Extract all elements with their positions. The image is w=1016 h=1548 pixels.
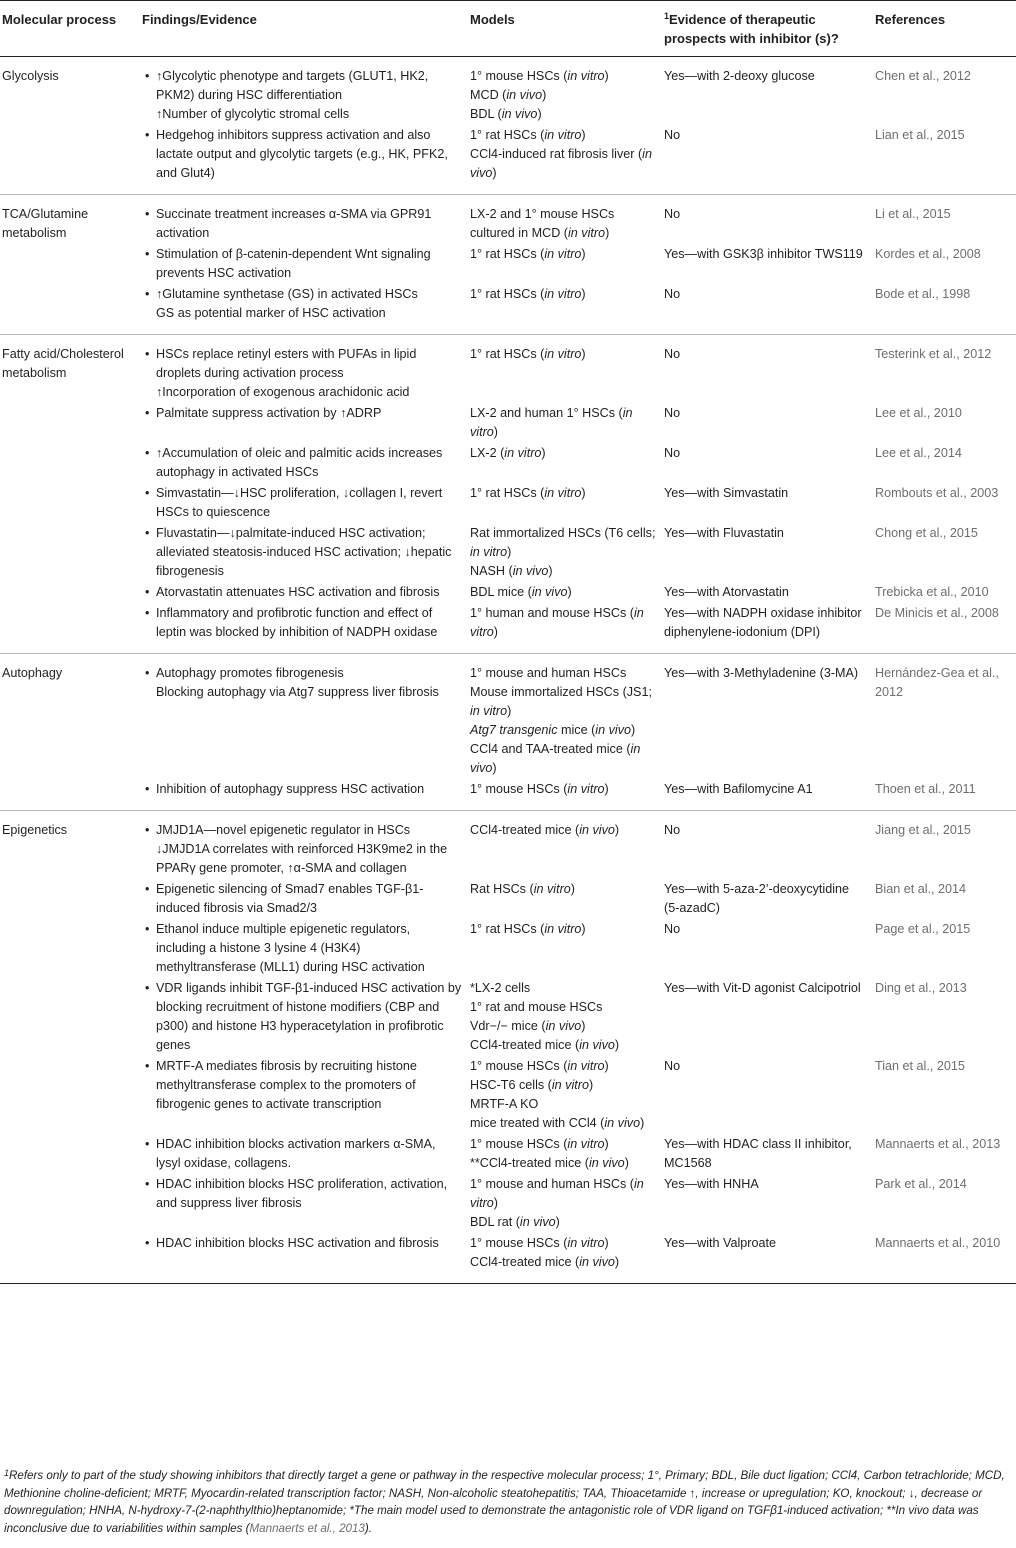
model-line: CCl4-treated mice (in vivo) (470, 1255, 620, 1269)
finding-continuation: ↑Incorporation of exogenous arachidonic acid (156, 385, 410, 399)
cell-molecular-process: Autophagy (2, 666, 63, 680)
model-line: MRTF-A KO (470, 1097, 539, 1111)
header-row (0, 1, 1016, 57)
cell-findings (138, 57, 466, 125)
header-molecular-process: Molecular process (0, 1, 138, 57)
cell-molecular-process (0, 1173, 138, 1232)
cell-findings (138, 878, 466, 918)
table-row (0, 124, 1016, 195)
model-line: Vdr−/− mice (in vivo) (470, 1019, 586, 1033)
finding-item: • MRTF-A mediates fibrosis by recruiting histone methyltransferase complex to the promoters of fibrogenic genes to activate transcription (142, 1057, 462, 1114)
model-line: 1° mouse HSCs (in vitro) (470, 1059, 609, 1073)
model-line: 1° rat HSCs (in vitro) (470, 287, 586, 301)
cell-evidence: No (660, 283, 871, 335)
cell-evidence: No (664, 207, 681, 221)
finding-item: • Stimulation of β-catenin-dependent Wnt signaling prevents HSC activation (142, 245, 462, 283)
cell-molecular-process (0, 522, 138, 581)
cell-evidence: No (664, 347, 681, 361)
cell-models (466, 57, 660, 125)
cell-molecular-process (0, 977, 138, 1055)
cell-reference: Jiang et al., 2015 (875, 823, 971, 837)
cell-evidence: Yes—with 2-deoxy glucose (664, 69, 815, 83)
finding-continuation: ↓JMJD1A correlates with reinforced H3K9me2 in the PPARγ gene promoter, ↑α-SMA and collagen (156, 842, 448, 875)
finding-item: • JMJD1A—novel epigenetic regulator in HSCs (142, 821, 462, 840)
cell-evidence: No (664, 446, 681, 460)
cell-reference: Chen et al., 2012 (875, 69, 971, 83)
table-row (0, 442, 1016, 482)
cell-models (466, 522, 660, 581)
cell-models (466, 977, 660, 1055)
table-footnote (4, 1467, 1010, 1537)
model-line: Atg7 transgenic mice (in vivo) (470, 723, 636, 737)
model-line: CCl4 and TAA-treated mice (in vivo) (470, 742, 641, 775)
finding-item: • HDAC inhibition blocks HSC activation and fibrosis (142, 1234, 462, 1253)
cell-evidence: Yes—with Valproate (660, 1232, 871, 1284)
cell-findings (138, 778, 466, 811)
header-findings: Findings/Evidence (138, 1, 466, 57)
model-line: 1° mouse HSCs (in vitro) (470, 69, 609, 83)
cell-evidence: No (664, 406, 681, 420)
cell-models (466, 243, 660, 283)
table-row (0, 654, 1016, 779)
cell-models (466, 195, 660, 244)
cell-evidence: Yes—with Simvastatin (664, 486, 789, 500)
cell-findings (138, 581, 466, 602)
model-line: NASH (in vivo) (470, 564, 553, 578)
cell-evidence: No (664, 1059, 681, 1073)
cell-models (466, 654, 660, 779)
model-line: LX-2 and human 1° HSCs (in vitro) (470, 406, 633, 439)
cell-models (466, 811, 660, 879)
cell-reference: Tian et al., 2015 (875, 1059, 965, 1073)
model-line: Mouse immortalized HSCs (JS1; in vitro) (470, 685, 652, 718)
cell-reference: Mannaerts et al., 2010 (871, 1232, 1016, 1284)
finding-continuation: GS as potential marker of HSC activation (156, 306, 386, 320)
model-line: *LX-2 cells (470, 981, 531, 995)
cell-models (466, 1232, 660, 1284)
cell-molecular-process (0, 918, 138, 977)
cell-findings (138, 402, 466, 442)
cell-findings (138, 811, 466, 879)
cell-molecular-process (0, 878, 138, 918)
finding-item: • Succinate treatment increases α-SMA via GPR91 activation (142, 205, 462, 243)
model-line: 1° mouse and human HSCs (470, 666, 627, 680)
cell-reference: Chong et al., 2015 (875, 526, 978, 540)
cell-findings (138, 1133, 466, 1173)
table-row (0, 522, 1016, 581)
cell-models (466, 482, 660, 522)
header-evidence-label: Evidence of therapeutic prospects with inhibitor (s)? (664, 12, 839, 46)
cell-reference: Kordes et al., 2008 (875, 247, 981, 261)
finding-item: • ↑Accumulation of oleic and palmitic acids increases autophagy in activated HSCs (142, 444, 462, 482)
cell-findings (138, 195, 466, 244)
finding-item: • Autophagy promotes fibrogenesis (142, 664, 462, 683)
model-line: BDL rat (in vivo) (470, 1215, 560, 1229)
table-row (0, 581, 1016, 602)
table-row (0, 1232, 1016, 1284)
cell-findings (138, 918, 466, 977)
footnote-tail: ). (364, 1521, 372, 1535)
cell-findings (138, 1055, 466, 1133)
cell-reference: De Minicis et al., 2008 (871, 602, 1016, 654)
model-line: 1° human and mouse HSCs (in vitro) (470, 606, 644, 639)
cell-findings (138, 602, 466, 654)
model-line: 1° rat HSCs (in vitro) (470, 247, 586, 261)
model-line: mice treated with CCl4 (in vivo) (470, 1116, 645, 1130)
model-line: Rat HSCs (in vitro) (470, 882, 575, 896)
cell-reference: Lee et al., 2010 (875, 406, 962, 420)
footnote-mark: 1 (4, 1468, 10, 1478)
footnote-citation: Mannaerts et al., 2013 (249, 1521, 365, 1535)
cell-models (466, 402, 660, 442)
table-row (0, 602, 1016, 654)
finding-item: • Atorvastatin attenuates HSC activation and fibrosis (142, 583, 462, 602)
finding-item: • Epigenetic silencing of Smad7 enables TGF-β1-induced fibrosis via Smad2/3 (142, 880, 462, 918)
cell-findings (138, 482, 466, 522)
finding-item: • VDR ligands inhibit TGF-β1-induced HSC activation by blocking recruitment of histone modifiers (CBP and p300) and histone H3 hyperacetylation in profibrotic genes (142, 979, 462, 1055)
cell-models (466, 1133, 660, 1173)
finding-item: • Ethanol induce multiple epigenetic regulators, including a histone 3 lysine 4 (H3K4) methyltransferase (MLL1) during HSC activation (142, 920, 462, 977)
header-models: Models (466, 1, 660, 57)
header-references: References (871, 1, 1016, 57)
cell-molecular-process (0, 1055, 138, 1133)
cell-molecular-process (0, 1232, 138, 1284)
model-line: Rat immortalized HSCs (T6 cells; in vitro) (470, 526, 656, 559)
finding-item: • HDAC inhibition blocks HSC proliferation, activation, and suppress liver fibrosis (142, 1175, 462, 1213)
cell-reference: Li et al., 2015 (875, 207, 951, 221)
cell-findings (138, 522, 466, 581)
cell-findings (138, 1173, 466, 1232)
cell-evidence: Yes—with Bafilomycine A1 (660, 778, 871, 811)
cell-evidence: Yes—with GSK3β inhibitor TWS119 (664, 247, 863, 261)
model-line: CCl4-induced rat fibrosis liver (in vivo) (470, 147, 652, 180)
finding-item: • Fluvastatin—↓palmitate-induced HSC activation; alleviated steatosis-induced HSC activation; ↓hepatic fibrogenesis (142, 524, 462, 581)
cell-models (466, 1055, 660, 1133)
cell-models (466, 442, 660, 482)
model-line: 1° mouse HSCs (in vitro) (470, 1137, 609, 1151)
cell-models (466, 602, 660, 654)
cell-models (466, 283, 660, 335)
cell-findings (138, 243, 466, 283)
finding-item: • HDAC inhibition blocks activation markers α-SMA, lysyl oxidase, collagens. (142, 1135, 462, 1173)
cell-reference: Lee et al., 2014 (875, 446, 962, 460)
cell-models (466, 778, 660, 811)
cell-reference: Lian et al., 2015 (871, 124, 1016, 195)
finding-item: • Hedgehog inhibitors suppress activation and also lactate output and glycolytic targets (e.g., HK, PFK2, and Glut4) (142, 126, 462, 183)
cell-evidence: Yes—with 3-Methyladenine (3-MA) (664, 666, 859, 680)
cell-evidence: No (664, 922, 681, 936)
cell-findings (138, 283, 466, 335)
cell-reference: Thoen et al., 2011 (871, 778, 1016, 811)
cell-findings (138, 1232, 466, 1284)
cell-reference: Rombouts et al., 2003 (875, 486, 999, 500)
finding-item: • Inhibition of autophagy suppress HSC activation (142, 780, 462, 799)
table-row (0, 57, 1016, 125)
table-row (0, 1055, 1016, 1133)
table-row (0, 1133, 1016, 1173)
table-row (0, 195, 1016, 244)
table-row (0, 918, 1016, 977)
model-line: LX-2 (in vitro) (470, 446, 546, 460)
cell-reference: Page et al., 2015 (875, 922, 971, 936)
model-line: LX-2 and 1° mouse HSCs cultured in MCD (in vitro) (470, 207, 615, 240)
model-line: 1° rat HSCs (in vitro) (470, 486, 586, 500)
model-line: CCl4-treated mice (in vivo) (470, 823, 620, 837)
table-row (0, 878, 1016, 918)
cell-molecular-process: TCA/Glutamine metabolism (2, 207, 89, 240)
table-row (0, 243, 1016, 283)
table-row (0, 778, 1016, 811)
cell-evidence: Yes—with Fluvastatin (664, 526, 784, 540)
cell-reference: Ding et al., 2013 (875, 981, 967, 995)
finding-item: • HSCs replace retinyl esters with PUFAs in lipid droplets during activation process (142, 345, 462, 383)
cell-reference: Park et al., 2014 (875, 1177, 967, 1191)
cell-reference: Mannaerts et al., 2013 (875, 1137, 1001, 1151)
model-line: BDL (in vivo) (470, 107, 542, 121)
footnote-text: Refers only to part of the study showing inhibitors that directly target a gene or pathway in the respective molecular process; 1°, Primary; BDL, Bile duct ligation; CCl4, Carbon tetrachloride; MCD, Methionine choline-deficient; MRTF, Myocardin-related transcription factor; NASH, Non-alcoholic steatohepatitis; TAA, Thioacetamide ↑, increase or upregulation; KO, knockout; ↓, decrease or downregulation; HNHA, N-hydroxy-7-(2-naphthylthio)heptanomide; *The main model used to demonstrate the antagonistic role of VDR ligand on TGFβ1-induced activation; **In vivo data was inconclusive due to variabilities within samples ( (4, 1469, 1005, 1535)
header-evidence-footnote-mark: 1 (664, 11, 670, 21)
cell-molecular-process (0, 124, 138, 195)
finding-item: • ↑Glutamine synthetase (GS) in activated HSCs (142, 285, 462, 304)
model-line: 1° rat HSCs (in vitro) (470, 128, 586, 142)
cell-molecular-process (0, 1133, 138, 1173)
header-evidence (660, 1, 871, 57)
cell-molecular-process (0, 482, 138, 522)
model-line: CCl4-treated mice (in vivo) (470, 1038, 620, 1052)
cell-findings (138, 654, 466, 779)
model-line: 1° rat and mouse HSCs (470, 1000, 603, 1014)
model-line: 1° rat HSCs (in vitro) (470, 922, 586, 936)
cell-evidence: Yes—with 5-aza-2’-deoxycytidine (5-azadC) (664, 882, 850, 915)
cell-reference: Trebicka et al., 2010 (875, 585, 989, 599)
cell-evidence: No (660, 124, 871, 195)
cell-reference: Bian et al., 2014 (875, 882, 967, 896)
table-row (0, 811, 1016, 879)
cell-molecular-process (0, 283, 138, 335)
cell-evidence: Yes—with HDAC class II inhibitor, MC1568 (664, 1137, 852, 1170)
finding-item: • Palmitate suppress activation by ↑ADRP (142, 404, 462, 423)
cell-models (466, 581, 660, 602)
table-row (0, 335, 1016, 403)
cell-models (466, 335, 660, 403)
model-line: 1° mouse and human HSCs (in vitro) (470, 1177, 644, 1210)
cell-models (466, 1173, 660, 1232)
table-row (0, 977, 1016, 1055)
model-line: MCD (in vivo) (470, 88, 547, 102)
cell-findings (138, 977, 466, 1055)
cell-molecular-process: Fatty acid/Cholesterol metabolism (2, 347, 124, 380)
model-line: 1° rat HSCs (in vitro) (470, 347, 586, 361)
cell-molecular-process: Epigenetics (2, 823, 68, 837)
cell-molecular-process (0, 442, 138, 482)
cell-reference: Hernández-Gea et al., 2012 (875, 666, 999, 699)
cell-evidence: Yes—with NADPH oxidase inhibitor diphenylene-iodonium (DPI) (660, 602, 871, 654)
cell-evidence: No (664, 823, 681, 837)
table-row (0, 402, 1016, 442)
cell-evidence: Yes—with Vit-D agonist Calcipotriol (664, 981, 861, 995)
model-line: HSC-T6 cells (in vitro) (470, 1078, 594, 1092)
table-row (0, 1173, 1016, 1232)
cell-evidence: Yes—with Atorvastatin (664, 585, 789, 599)
cell-models (466, 918, 660, 977)
model-line: **CCl4-treated mice (in vivo) (470, 1156, 629, 1170)
cell-reference: Bode et al., 1998 (871, 283, 1016, 335)
model-line: BDL mice (in vivo) (470, 585, 572, 599)
cell-molecular-process (0, 402, 138, 442)
cell-findings (138, 442, 466, 482)
finding-item: • Simvastatin—↓HSC proliferation, ↓collagen I, revert HSCs to quiescence (142, 484, 462, 522)
cell-molecular-process (0, 243, 138, 283)
finding-item: • ↑Glycolytic phenotype and targets (GLUT1, HK2, PKM2) during HSC differentiation (142, 67, 462, 105)
model-line: 1° mouse HSCs (in vitro) (470, 782, 609, 796)
finding-continuation: ↑Number of glycolytic stromal cells (156, 107, 350, 121)
finding-continuation: Blocking autophagy via Atg7 suppress liver fibrosis (156, 685, 439, 699)
cell-molecular-process (0, 581, 138, 602)
cell-reference: Testerink et al., 2012 (875, 347, 992, 361)
cell-molecular-process (0, 778, 138, 811)
table-body (0, 57, 1016, 1284)
model-line: 1° mouse HSCs (in vitro) (470, 1236, 609, 1250)
cell-evidence: Yes—with HNHA (664, 1177, 759, 1191)
cell-molecular-process (0, 602, 138, 654)
cell-molecular-process: Glycolysis (2, 69, 59, 83)
cell-findings (138, 124, 466, 195)
cell-models (466, 124, 660, 195)
cell-findings (138, 335, 466, 403)
table-row (0, 482, 1016, 522)
cell-models (466, 878, 660, 918)
finding-item: • Inflammatory and profibrotic function and effect of leptin was blocked by inhibition of NADPH oxidase (142, 604, 462, 642)
table-row (0, 283, 1016, 335)
